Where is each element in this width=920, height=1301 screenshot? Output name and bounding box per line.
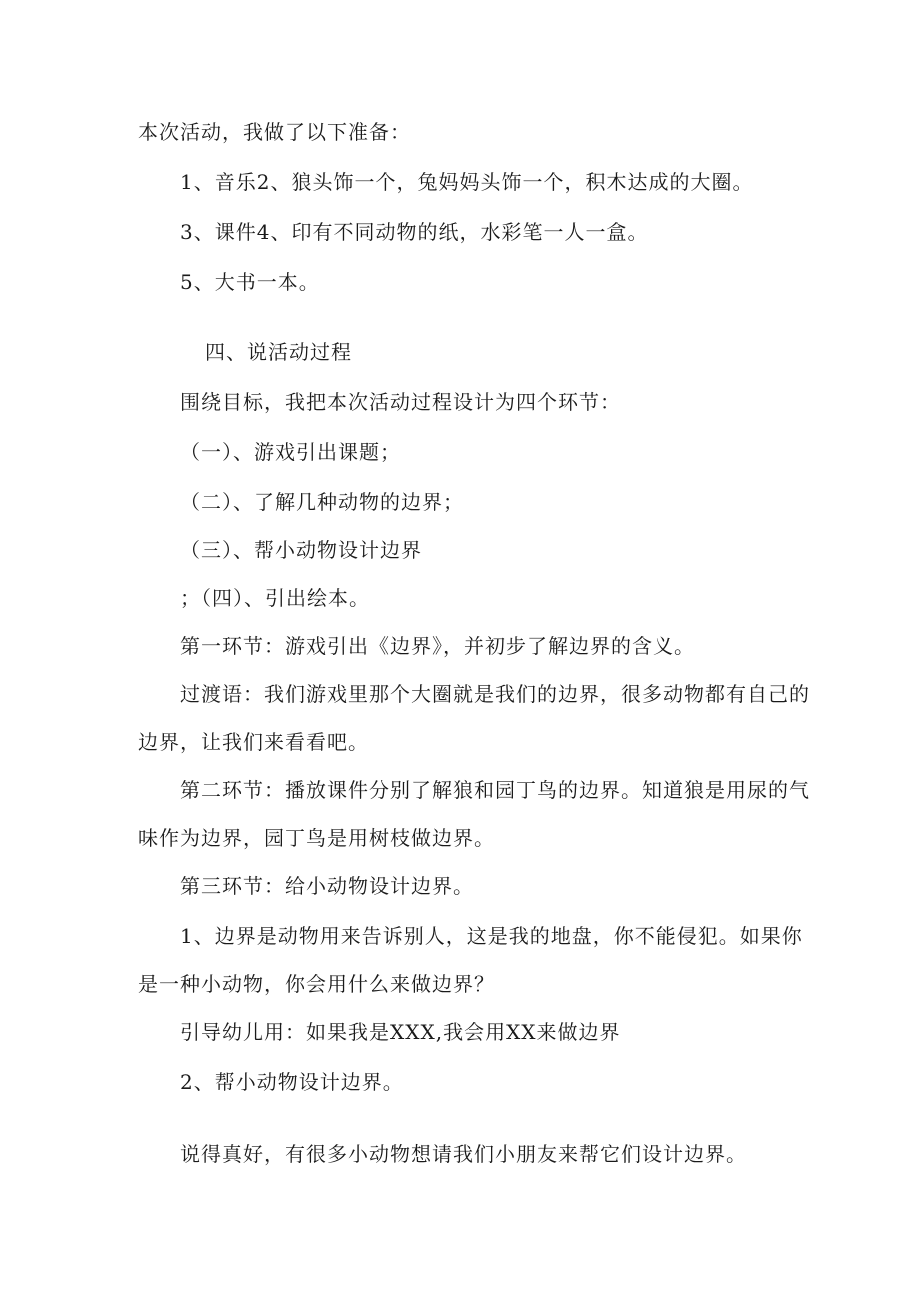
list-item-1-2: 1、音乐2、狼头饰一个，兔妈妈头饰一个，积木达成的大圈。 xyxy=(180,170,754,194)
paragraph-preparation-intro: 本次活动，我做了以下准备： xyxy=(138,120,411,144)
paragraph-boundary-question-line-1: 1、边界是动物用来告诉别人，这是我的地盘，你不能侵犯。如果你 xyxy=(180,924,803,948)
paragraph-stage-two-line-2: 味作为边界，园丁鸟是用树枝做边界。 xyxy=(138,826,495,850)
section-heading-activity-process: 四、说活动过程 xyxy=(205,340,352,364)
paragraph-stage-one: 第一环节：游戏引出《边界》，并初步了解边界的含义。 xyxy=(180,634,695,658)
paragraph-transition-line-1: 过渡语：我们游戏里那个大圈就是我们的边界，很多动物都有自己的 xyxy=(180,682,810,706)
paragraph-boundary-question-line-2: 是一种小动物，你会用什么来做边界？ xyxy=(138,972,495,996)
stage-item-1: （一）、游戏引出课题； xyxy=(180,440,401,464)
list-item-design-boundary: 2、帮小动物设计边界。 xyxy=(180,1070,404,1094)
stage-item-3: （三）、帮小动物设计边界 xyxy=(180,538,422,562)
stage-item-4: ；（四）、引出绘本。 xyxy=(180,586,370,610)
paragraph-transition-line-2: 边界，让我们来看看吧。 xyxy=(138,730,369,754)
stage-item-2: （二）、了解几种动物的边界； xyxy=(180,490,464,514)
paragraph-stage-three: 第三环节：给小动物设计边界。 xyxy=(180,874,474,898)
paragraph-stage-two-line-1: 第二环节：播放课件分别了解狼和园丁鸟的边界。知道狼是用尿的气 xyxy=(180,778,810,802)
paragraph-guide-children: 引导幼儿用：如果我是XXX,我会用XX来做边界 xyxy=(180,1020,621,1044)
paragraph-well-said: 说得真好，有很多小动物想请我们小朋友来帮它们设计边界。 xyxy=(180,1142,747,1166)
paragraph-four-stages: 围绕目标，我把本次活动过程设计为四个环节： xyxy=(180,390,621,414)
list-item-5: 5、大书一本。 xyxy=(180,270,320,294)
list-item-3-4: 3、课件4、印有不同动物的纸，水彩笔一人一盒。 xyxy=(180,220,649,244)
